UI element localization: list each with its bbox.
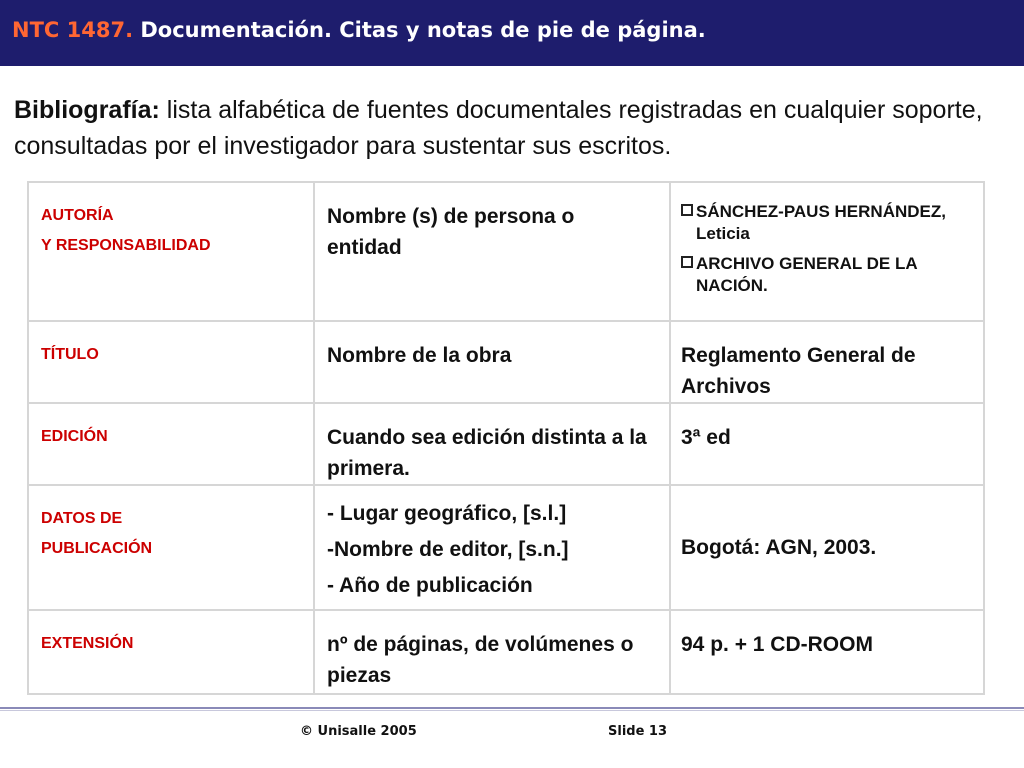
example-item-text: ARCHIVO GENERAL DE LA NACIÓN. (696, 254, 918, 295)
footer-divider (0, 707, 1024, 709)
description-line: Nombre (s) de persona o (327, 205, 575, 228)
label-line: TÍTULO (41, 346, 99, 363)
description-cell (314, 485, 670, 610)
example-item (681, 201, 983, 245)
label-line: Y RESPONSABILIDAD (41, 237, 211, 254)
description-line: Nombre de la obra (327, 344, 512, 367)
label-cell (28, 321, 314, 403)
label-line: DATOS DE (41, 510, 123, 527)
description-line: - Lugar geográfico, [s.l.] (327, 502, 567, 525)
example-cell: 94 p. + 1 CD-ROOM (670, 610, 984, 694)
example-cell (670, 182, 984, 321)
description-cell (314, 610, 670, 694)
checkbox-bullet-icon (681, 256, 693, 268)
description-line: -Nombre de editor, [s.n.] (327, 538, 569, 561)
slide-title-code: NTC 1487. (12, 18, 134, 42)
description-line: - Año de publicación (327, 574, 533, 597)
table-row (28, 321, 984, 403)
intro-text: lista alfabética de fuentes documentales registradas en cualquier soporte, consultadas por el investigador para sustentar sus escritos. (14, 96, 983, 160)
label-cell (28, 182, 314, 321)
intro-term: Bibliografía: (14, 96, 160, 124)
label-cell (28, 485, 314, 610)
footer-slide-number: Slide 13 (608, 724, 668, 739)
description-line: Cuando sea edición distinta a la primera. (327, 426, 647, 480)
table-row (28, 182, 984, 321)
table-row (28, 403, 984, 485)
checkbox-bullet-icon (681, 204, 693, 216)
label-cell (28, 403, 314, 485)
example-cell: Bogotá: AGN, 2003. (670, 485, 984, 610)
label-line: EDICIÓN (41, 428, 108, 445)
footer-copyright: © Unisalle 2005 (300, 724, 417, 739)
footer-divider-thin (0, 710, 1024, 711)
label-line: PUBLICACIÓN (41, 540, 153, 557)
example-item-text: SÁNCHEZ-PAUS HERNÁNDEZ, Leticia (696, 202, 946, 243)
description-cell (314, 182, 670, 321)
table-row (28, 485, 984, 610)
bibliography-table (27, 181, 985, 695)
example-cell: 3ª ed (670, 403, 984, 485)
example-item (681, 253, 983, 297)
label-line: EXTENSIÓN (41, 635, 134, 652)
label-line: AUTORÍA (41, 207, 114, 224)
table-row (28, 610, 984, 694)
example-cell: Reglamento General de Archivos (670, 321, 984, 403)
intro-paragraph (14, 92, 1014, 164)
description-line: entidad (327, 236, 402, 259)
label-cell (28, 610, 314, 694)
slide-title (12, 18, 706, 42)
slide-title-text: Documentación. Citas y notas de pie de página. (133, 18, 706, 42)
description-cell (314, 403, 670, 485)
description-line: nº de páginas, de volúmenes o piezas (327, 633, 634, 687)
title-bar (0, 0, 1024, 66)
description-cell (314, 321, 670, 403)
